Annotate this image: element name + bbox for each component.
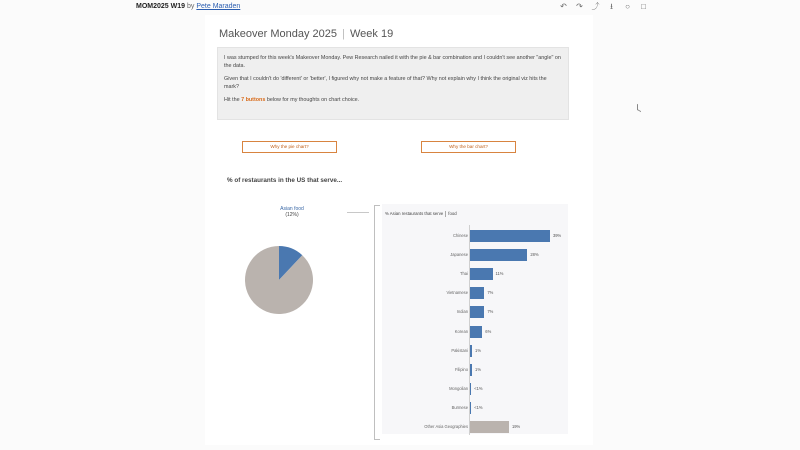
bar-category-label: Chinese <box>452 233 468 238</box>
bar-value-label: 11% <box>495 271 504 277</box>
bar-category-label: Japanese <box>450 252 468 258</box>
bar-category-label: Vietnamese <box>446 290 468 296</box>
mouse-cursor <box>637 104 641 112</box>
bar-row <box>382 305 568 319</box>
download-icon[interactable]: ⭳ <box>610 2 613 11</box>
bar-category-label: Other Asia Geographies <box>424 424 468 429</box>
desc-p3-highlight: 7 buttons <box>241 97 266 104</box>
bar-category-label: Korean <box>454 328 468 334</box>
bar-value-label: 1% <box>475 347 481 353</box>
title-week: Week 19 <box>350 28 394 40</box>
redo-icon[interactable]: ↷ <box>576 2 583 11</box>
bar-mark[interactable] <box>470 268 493 280</box>
bar-mark[interactable] <box>470 306 484 318</box>
bar-chart-header <box>385 211 457 217</box>
bar-value-label: <1% <box>474 404 483 410</box>
bar-value-label: 28% <box>530 252 539 258</box>
bar-value-label: 7% <box>487 309 494 315</box>
title-separator: | <box>342 28 345 40</box>
undo-icon[interactable]: ↶ <box>560 2 567 11</box>
bar-header-right: food <box>448 211 457 217</box>
bar-header-left: % Asian restaurants that serve <box>385 211 444 217</box>
dashboard-title <box>219 28 393 40</box>
fullscreen-icon[interactable]: □ <box>641 2 646 11</box>
why-bar-chart-button[interactable]: Why the bar chart? <box>421 141 516 153</box>
desc-p3-a: Hit the <box>224 97 242 104</box>
desc-p3-c: below for my thoughts on chart choice. <box>265 97 360 104</box>
bar-value-label: 39% <box>552 233 562 238</box>
bar-mark[interactable] <box>470 383 471 395</box>
bar-category-label: Pakistani <box>451 347 468 353</box>
why-pie-chart-button[interactable]: Why the pie chart? <box>242 141 337 153</box>
bar-mark[interactable] <box>470 326 482 338</box>
pie-slice-other[interactable] <box>245 246 313 314</box>
author-link[interactable]: Pete Maraden <box>196 3 241 10</box>
top-toolbar <box>0 0 800 14</box>
bar-category-label: Indian <box>456 309 468 315</box>
bar-bracket <box>374 205 380 440</box>
bar-row <box>382 325 568 339</box>
bar-mark[interactable] <box>470 345 472 357</box>
desc-paragraph-3 <box>224 97 562 105</box>
bar-row <box>382 420 568 434</box>
bar-mark[interactable] <box>470 287 484 299</box>
bar-value-label: <1% <box>474 385 483 391</box>
bar-row <box>382 267 568 281</box>
bar-mark[interactable] <box>470 421 509 433</box>
toolbar-icons <box>559 2 648 11</box>
bar-value-label: 7% <box>487 290 494 296</box>
viz-title: MOM2025 W19 <box>136 3 186 10</box>
section-title: % of restaurants in the US that serve... <box>227 177 343 184</box>
bar-category-label: Filipino <box>455 366 468 372</box>
by-text: by <box>186 3 195 10</box>
bar-category-label: Thai <box>460 271 468 277</box>
bar-mark[interactable] <box>470 230 550 242</box>
viz-name <box>136 3 240 10</box>
bar-value-label: 1% <box>475 366 481 372</box>
bar-row <box>382 401 568 415</box>
subscribe-icon[interactable]: ○ <box>625 2 630 11</box>
bar-row <box>382 382 568 396</box>
bar-row <box>382 248 568 262</box>
bar-row <box>382 286 568 300</box>
description-box <box>217 47 569 120</box>
bar-mark[interactable] <box>470 249 527 261</box>
bar-row <box>382 229 568 243</box>
pie-chart[interactable] <box>244 245 314 315</box>
pie-label <box>271 206 313 218</box>
desc-paragraph-2: Given that I couldn't do 'different' or 'better', I figured why not make a feature of that? Why not explain why I think the original viz hits the mark? <box>224 76 547 90</box>
bar-category-label: Burmese <box>451 404 468 410</box>
bar-header-filter-box[interactable] <box>445 211 446 217</box>
share-icon[interactable]: ⤴ <box>591 2 600 11</box>
pie-label-name: Asian food <box>280 206 304 212</box>
desc-paragraph-1: I was stumped for this week's Makeover Monday. Pew Research nailed it with the pie & bar combination and I couldn't see another "angle" on the data. <box>224 55 561 69</box>
pie-to-bar-connector <box>347 212 369 213</box>
bar-value-label: 19% <box>511 424 521 429</box>
bar-category-label: Mongolian <box>449 385 468 391</box>
pie-label-pct: (12%) <box>285 212 299 218</box>
bar-row <box>382 344 568 358</box>
bar-mark[interactable] <box>470 402 471 414</box>
bar-row <box>382 363 568 377</box>
title-main: Makeover Monday 2025 <box>219 28 338 40</box>
bar-value-label: 6% <box>485 328 492 334</box>
bar-mark[interactable] <box>470 364 472 376</box>
